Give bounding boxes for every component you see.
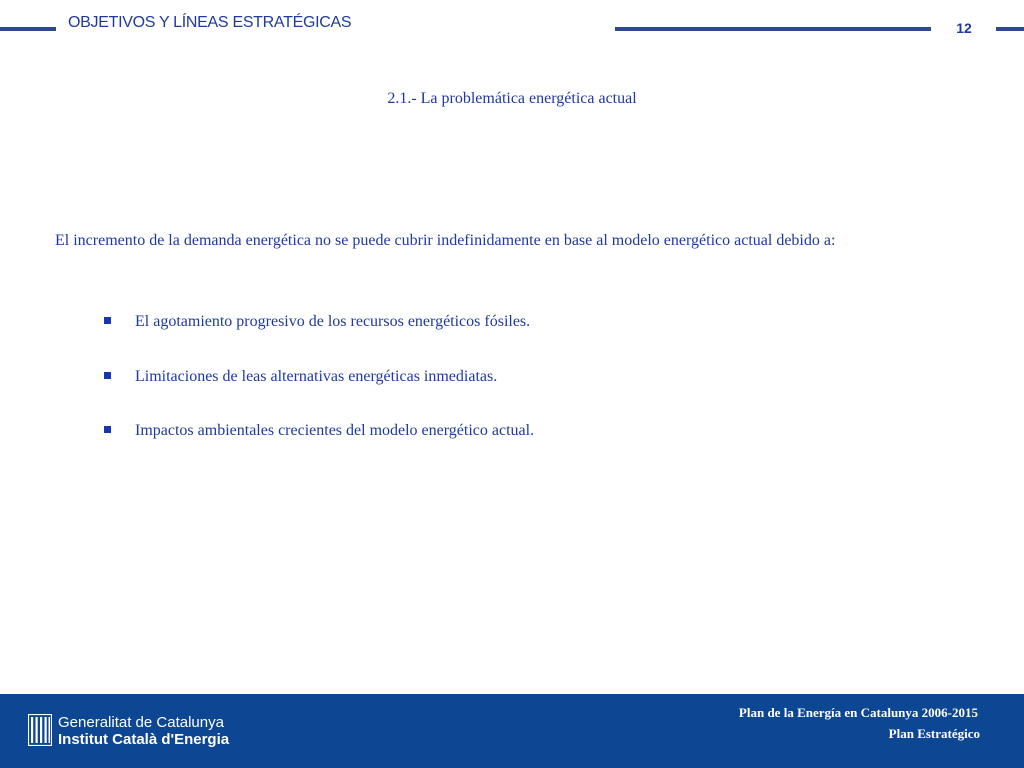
intro-paragraph: El incremento de la demanda energética no se puede cubrir indefinidamente en base al modelo energético actual debido a:	[55, 232, 836, 249]
bullet-text: Impactos ambientales crecientes del modelo energético actual.	[135, 422, 535, 439]
header-rule-right	[996, 27, 1024, 31]
organization-name: Generalitat de Catalunya	[58, 714, 224, 731]
plan-title: Plan de la Energía en Catalunya 2006-2015	[738, 705, 978, 720]
footer-bar	[0, 694, 1024, 768]
square-bullet-icon	[104, 317, 111, 324]
plan-subtitle: Plan Estratégico	[888, 726, 980, 741]
square-bullet-icon	[104, 426, 111, 433]
page-number: 12	[956, 20, 972, 36]
header-rule-middle	[615, 27, 931, 31]
page-title: OBJETIVOS Y LÍNEAS ESTRATÉGICAS	[68, 14, 352, 31]
institute-name: Institut Català d'Energia	[58, 731, 230, 748]
bullet-text: Limitaciones de leas alternativas energéticas inmediatas.	[135, 367, 498, 385]
bullet-text: El agotamiento progresivo de los recursos energéticos fósiles.	[135, 313, 531, 330]
header-rule-left	[0, 27, 56, 31]
square-bullet-icon	[104, 372, 111, 379]
generalitat-logo-icon	[28, 714, 52, 746]
section-title: 2.1.- La problemática energética actual	[387, 90, 637, 107]
